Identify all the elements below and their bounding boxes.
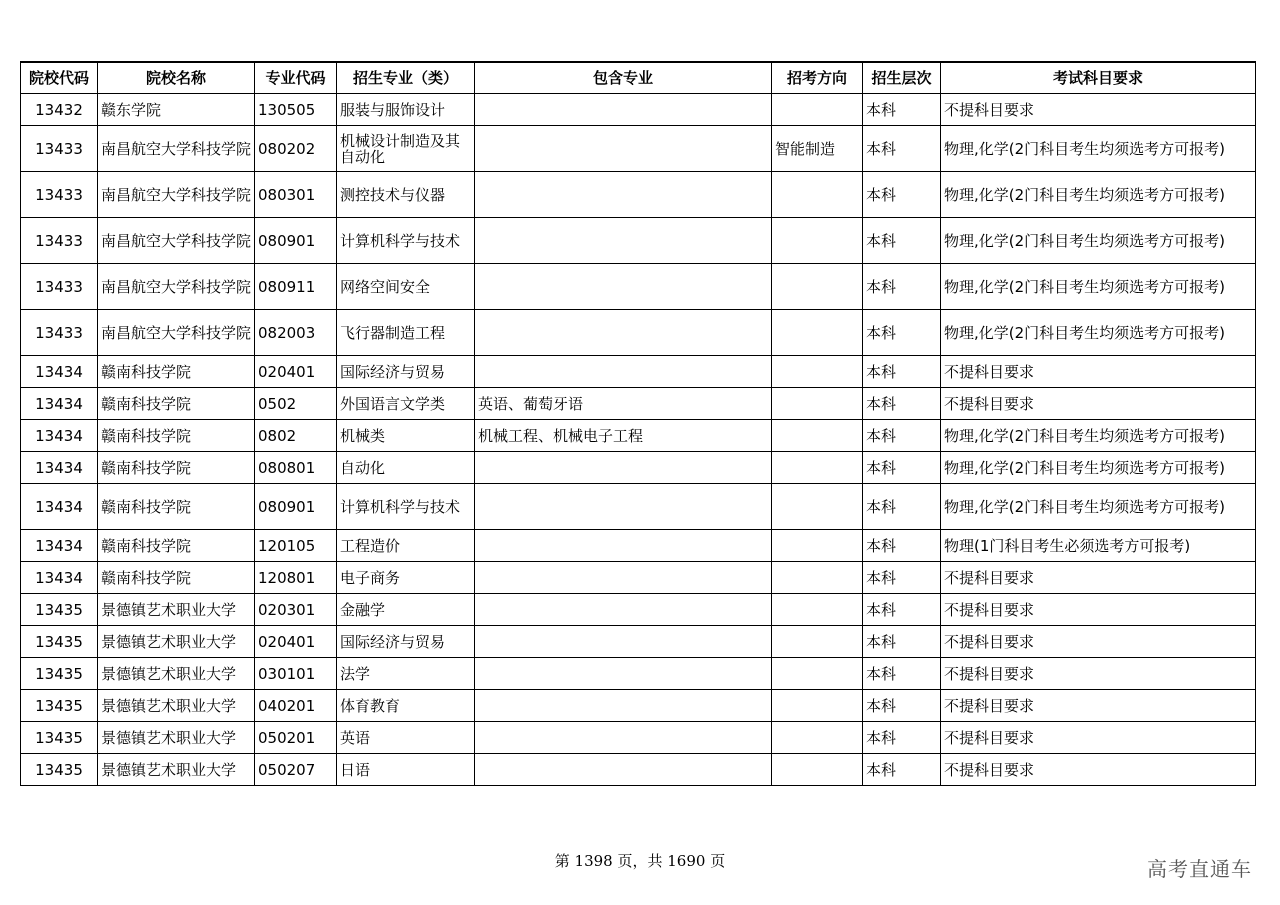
cell-school-name: 南昌航空大学科技学院	[98, 310, 255, 356]
cell-school-code: 13434	[21, 356, 98, 388]
cell-direction	[772, 594, 863, 626]
cell-school-name: 景德镇艺术职业大学	[98, 690, 255, 722]
cell-level: 本科	[863, 310, 941, 356]
cell-direction	[772, 310, 863, 356]
cell-school-name: 赣南科技学院	[98, 420, 255, 452]
watermark: 高考直通车	[1147, 857, 1252, 881]
cell-major: 网络空间安全	[337, 264, 475, 310]
header-school-code: 院校代码	[21, 62, 98, 94]
cell-major: 金融学	[337, 594, 475, 626]
cell-major: 计算机科学与技术	[337, 218, 475, 264]
cell-major-code: 080901	[255, 484, 337, 530]
header-direction: 招考方向	[772, 62, 863, 94]
cell-school-code: 13435	[21, 594, 98, 626]
cell-major-code: 120105	[255, 530, 337, 562]
cell-major-code: 030101	[255, 658, 337, 690]
cell-school-code: 13434	[21, 452, 98, 484]
cell-school-code: 13435	[21, 626, 98, 658]
cell-school-code: 13434	[21, 562, 98, 594]
table-row	[21, 126, 1256, 172]
cell-requirement: 不提科目要求	[941, 94, 1256, 126]
header-row	[21, 62, 1256, 94]
table-row	[21, 94, 1256, 126]
cell-school-name: 南昌航空大学科技学院	[98, 126, 255, 172]
cell-school-name: 南昌航空大学科技学院	[98, 172, 255, 218]
cell-school-code: 13433	[21, 218, 98, 264]
cell-direction	[772, 658, 863, 690]
cell-includes	[475, 530, 772, 562]
cell-major-code: 120801	[255, 562, 337, 594]
cell-direction	[772, 94, 863, 126]
cell-school-name: 赣南科技学院	[98, 388, 255, 420]
cell-requirement: 物理,化学(2门科目考生均须选考方可报考)	[941, 452, 1256, 484]
header-requirement: 考试科目要求	[941, 62, 1256, 94]
cell-major-code: 080801	[255, 452, 337, 484]
cell-major: 体育教育	[337, 690, 475, 722]
cell-direction	[772, 218, 863, 264]
cell-major: 国际经济与贸易	[337, 356, 475, 388]
table-row	[21, 310, 1256, 356]
cell-major-code: 050201	[255, 722, 337, 754]
cell-includes	[475, 754, 772, 786]
cell-requirement: 不提科目要求	[941, 356, 1256, 388]
cell-school-code: 13433	[21, 264, 98, 310]
cell-includes	[475, 172, 772, 218]
header-level: 招生层次	[863, 62, 941, 94]
table-row	[21, 452, 1256, 484]
cell-includes	[475, 690, 772, 722]
cell-requirement: 物理,化学(2门科目考生均须选考方可报考)	[941, 310, 1256, 356]
cell-includes	[475, 356, 772, 388]
cell-level: 本科	[863, 126, 941, 172]
cell-requirement: 物理,化学(2门科目考生均须选考方可报考)	[941, 172, 1256, 218]
cell-requirement: 物理,化学(2门科目考生均须选考方可报考)	[941, 264, 1256, 310]
cell-major: 测控技术与仪器	[337, 172, 475, 218]
cell-level: 本科	[863, 388, 941, 420]
cell-direction	[772, 484, 863, 530]
cell-major: 法学	[337, 658, 475, 690]
table-row	[21, 690, 1256, 722]
cell-requirement: 不提科目要求	[941, 722, 1256, 754]
cell-school-code: 13434	[21, 530, 98, 562]
cell-major-code: 020301	[255, 594, 337, 626]
table-row	[21, 388, 1256, 420]
cell-school-name: 景德镇艺术职业大学	[98, 658, 255, 690]
cell-school-name: 景德镇艺术职业大学	[98, 594, 255, 626]
cell-school-name: 景德镇艺术职业大学	[98, 754, 255, 786]
cell-direction	[772, 754, 863, 786]
cell-requirement: 不提科目要求	[941, 562, 1256, 594]
table-row	[21, 420, 1256, 452]
cell-school-code: 13434	[21, 484, 98, 530]
cell-level: 本科	[863, 484, 941, 530]
page-footer: 第 1398 页，共 1690 页	[554, 852, 726, 870]
cell-major: 外国语言文学类	[337, 388, 475, 420]
cell-direction	[772, 530, 863, 562]
table-row	[21, 562, 1256, 594]
cell-school-code: 13434	[21, 420, 98, 452]
cell-major-code: 020401	[255, 626, 337, 658]
cell-level: 本科	[863, 722, 941, 754]
admissions-table	[20, 61, 1256, 786]
cell-major: 服装与服饰设计	[337, 94, 475, 126]
cell-level: 本科	[863, 754, 941, 786]
table-row	[21, 594, 1256, 626]
table-row	[21, 172, 1256, 218]
cell-includes	[475, 452, 772, 484]
cell-requirement: 不提科目要求	[941, 626, 1256, 658]
cell-major-code: 082003	[255, 310, 337, 356]
cell-major: 国际经济与贸易	[337, 626, 475, 658]
cell-major: 自动化	[337, 452, 475, 484]
table-row	[21, 754, 1256, 786]
cell-includes: 机械工程、机械电子工程	[475, 420, 772, 452]
cell-direction	[772, 452, 863, 484]
cell-school-code: 13434	[21, 388, 98, 420]
cell-direction	[772, 690, 863, 722]
cell-includes	[475, 310, 772, 356]
cell-school-name: 景德镇艺术职业大学	[98, 722, 255, 754]
cell-level: 本科	[863, 530, 941, 562]
cell-major-code: 020401	[255, 356, 337, 388]
cell-major-code: 080911	[255, 264, 337, 310]
cell-requirement: 物理,化学(2门科目考生均须选考方可报考)	[941, 484, 1256, 530]
cell-school-code: 13435	[21, 690, 98, 722]
table-row	[21, 484, 1256, 530]
cell-requirement: 不提科目要求	[941, 658, 1256, 690]
cell-school-name: 赣南科技学院	[98, 484, 255, 530]
cell-requirement: 不提科目要求	[941, 690, 1256, 722]
cell-major: 工程造价	[337, 530, 475, 562]
cell-school-name: 南昌航空大学科技学院	[98, 264, 255, 310]
cell-level: 本科	[863, 562, 941, 594]
cell-level: 本科	[863, 658, 941, 690]
table-row	[21, 626, 1256, 658]
cell-major-code: 0802	[255, 420, 337, 452]
cell-major: 飞行器制造工程	[337, 310, 475, 356]
table-row	[21, 722, 1256, 754]
cell-school-code: 13433	[21, 172, 98, 218]
cell-school-name: 南昌航空大学科技学院	[98, 218, 255, 264]
cell-school-code: 13432	[21, 94, 98, 126]
table-row	[21, 356, 1256, 388]
cell-major-code: 080202	[255, 126, 337, 172]
cell-includes	[475, 626, 772, 658]
cell-major-code: 130505	[255, 94, 337, 126]
cell-includes	[475, 562, 772, 594]
cell-major: 机械设计制造及其自动化	[337, 126, 475, 172]
cell-direction	[772, 356, 863, 388]
cell-level: 本科	[863, 356, 941, 388]
cell-level: 本科	[863, 218, 941, 264]
cell-level: 本科	[863, 172, 941, 218]
cell-school-name: 赣南科技学院	[98, 452, 255, 484]
cell-school-name: 赣南科技学院	[98, 562, 255, 594]
cell-requirement: 物理,化学(2门科目考生均须选考方可报考)	[941, 218, 1256, 264]
header-major-code: 专业代码	[255, 62, 337, 94]
cell-direction	[772, 626, 863, 658]
header-includes: 包含专业	[475, 62, 772, 94]
cell-includes	[475, 218, 772, 264]
cell-requirement: 不提科目要求	[941, 594, 1256, 626]
cell-direction	[772, 722, 863, 754]
cell-requirement: 物理,化学(2门科目考生均须选考方可报考)	[941, 420, 1256, 452]
cell-includes	[475, 658, 772, 690]
cell-level: 本科	[863, 94, 941, 126]
cell-major-code: 080301	[255, 172, 337, 218]
cell-school-name: 景德镇艺术职业大学	[98, 626, 255, 658]
cell-direction	[772, 420, 863, 452]
cell-requirement: 物理,化学(2门科目考生均须选考方可报考)	[941, 126, 1256, 172]
table-row	[21, 530, 1256, 562]
cell-direction	[772, 172, 863, 218]
cell-major-code: 040201	[255, 690, 337, 722]
cell-includes	[475, 484, 772, 530]
cell-includes: 英语、葡萄牙语	[475, 388, 772, 420]
cell-includes	[475, 126, 772, 172]
cell-direction	[772, 562, 863, 594]
cell-major: 日语	[337, 754, 475, 786]
cell-major: 计算机科学与技术	[337, 484, 475, 530]
cell-direction	[772, 388, 863, 420]
cell-school-name: 赣南科技学院	[98, 530, 255, 562]
cell-school-code: 13433	[21, 126, 98, 172]
cell-includes	[475, 94, 772, 126]
cell-major-code: 080901	[255, 218, 337, 264]
table-row	[21, 264, 1256, 310]
cell-school-name: 赣南科技学院	[98, 356, 255, 388]
cell-direction: 智能制造	[772, 126, 863, 172]
cell-school-code: 13435	[21, 754, 98, 786]
cell-direction	[772, 264, 863, 310]
cell-major: 电子商务	[337, 562, 475, 594]
cell-level: 本科	[863, 264, 941, 310]
cell-includes	[475, 264, 772, 310]
cell-requirement: 物理(1门科目考生必须选考方可报考)	[941, 530, 1256, 562]
cell-major-code: 0502	[255, 388, 337, 420]
table-row	[21, 218, 1256, 264]
cell-level: 本科	[863, 594, 941, 626]
cell-includes	[475, 594, 772, 626]
cell-requirement: 不提科目要求	[941, 388, 1256, 420]
cell-school-code: 13435	[21, 722, 98, 754]
header-major: 招生专业（类）	[337, 62, 475, 94]
cell-level: 本科	[863, 420, 941, 452]
cell-major: 英语	[337, 722, 475, 754]
cell-school-code: 13433	[21, 310, 98, 356]
cell-requirement: 不提科目要求	[941, 754, 1256, 786]
cell-level: 本科	[863, 690, 941, 722]
cell-school-code: 13435	[21, 658, 98, 690]
cell-major: 机械类	[337, 420, 475, 452]
cell-school-name: 赣东学院	[98, 94, 255, 126]
table-row	[21, 658, 1256, 690]
header-school-name: 院校名称	[98, 62, 255, 94]
cell-major-code: 050207	[255, 754, 337, 786]
cell-level: 本科	[863, 452, 941, 484]
cell-level: 本科	[863, 626, 941, 658]
cell-includes	[475, 722, 772, 754]
